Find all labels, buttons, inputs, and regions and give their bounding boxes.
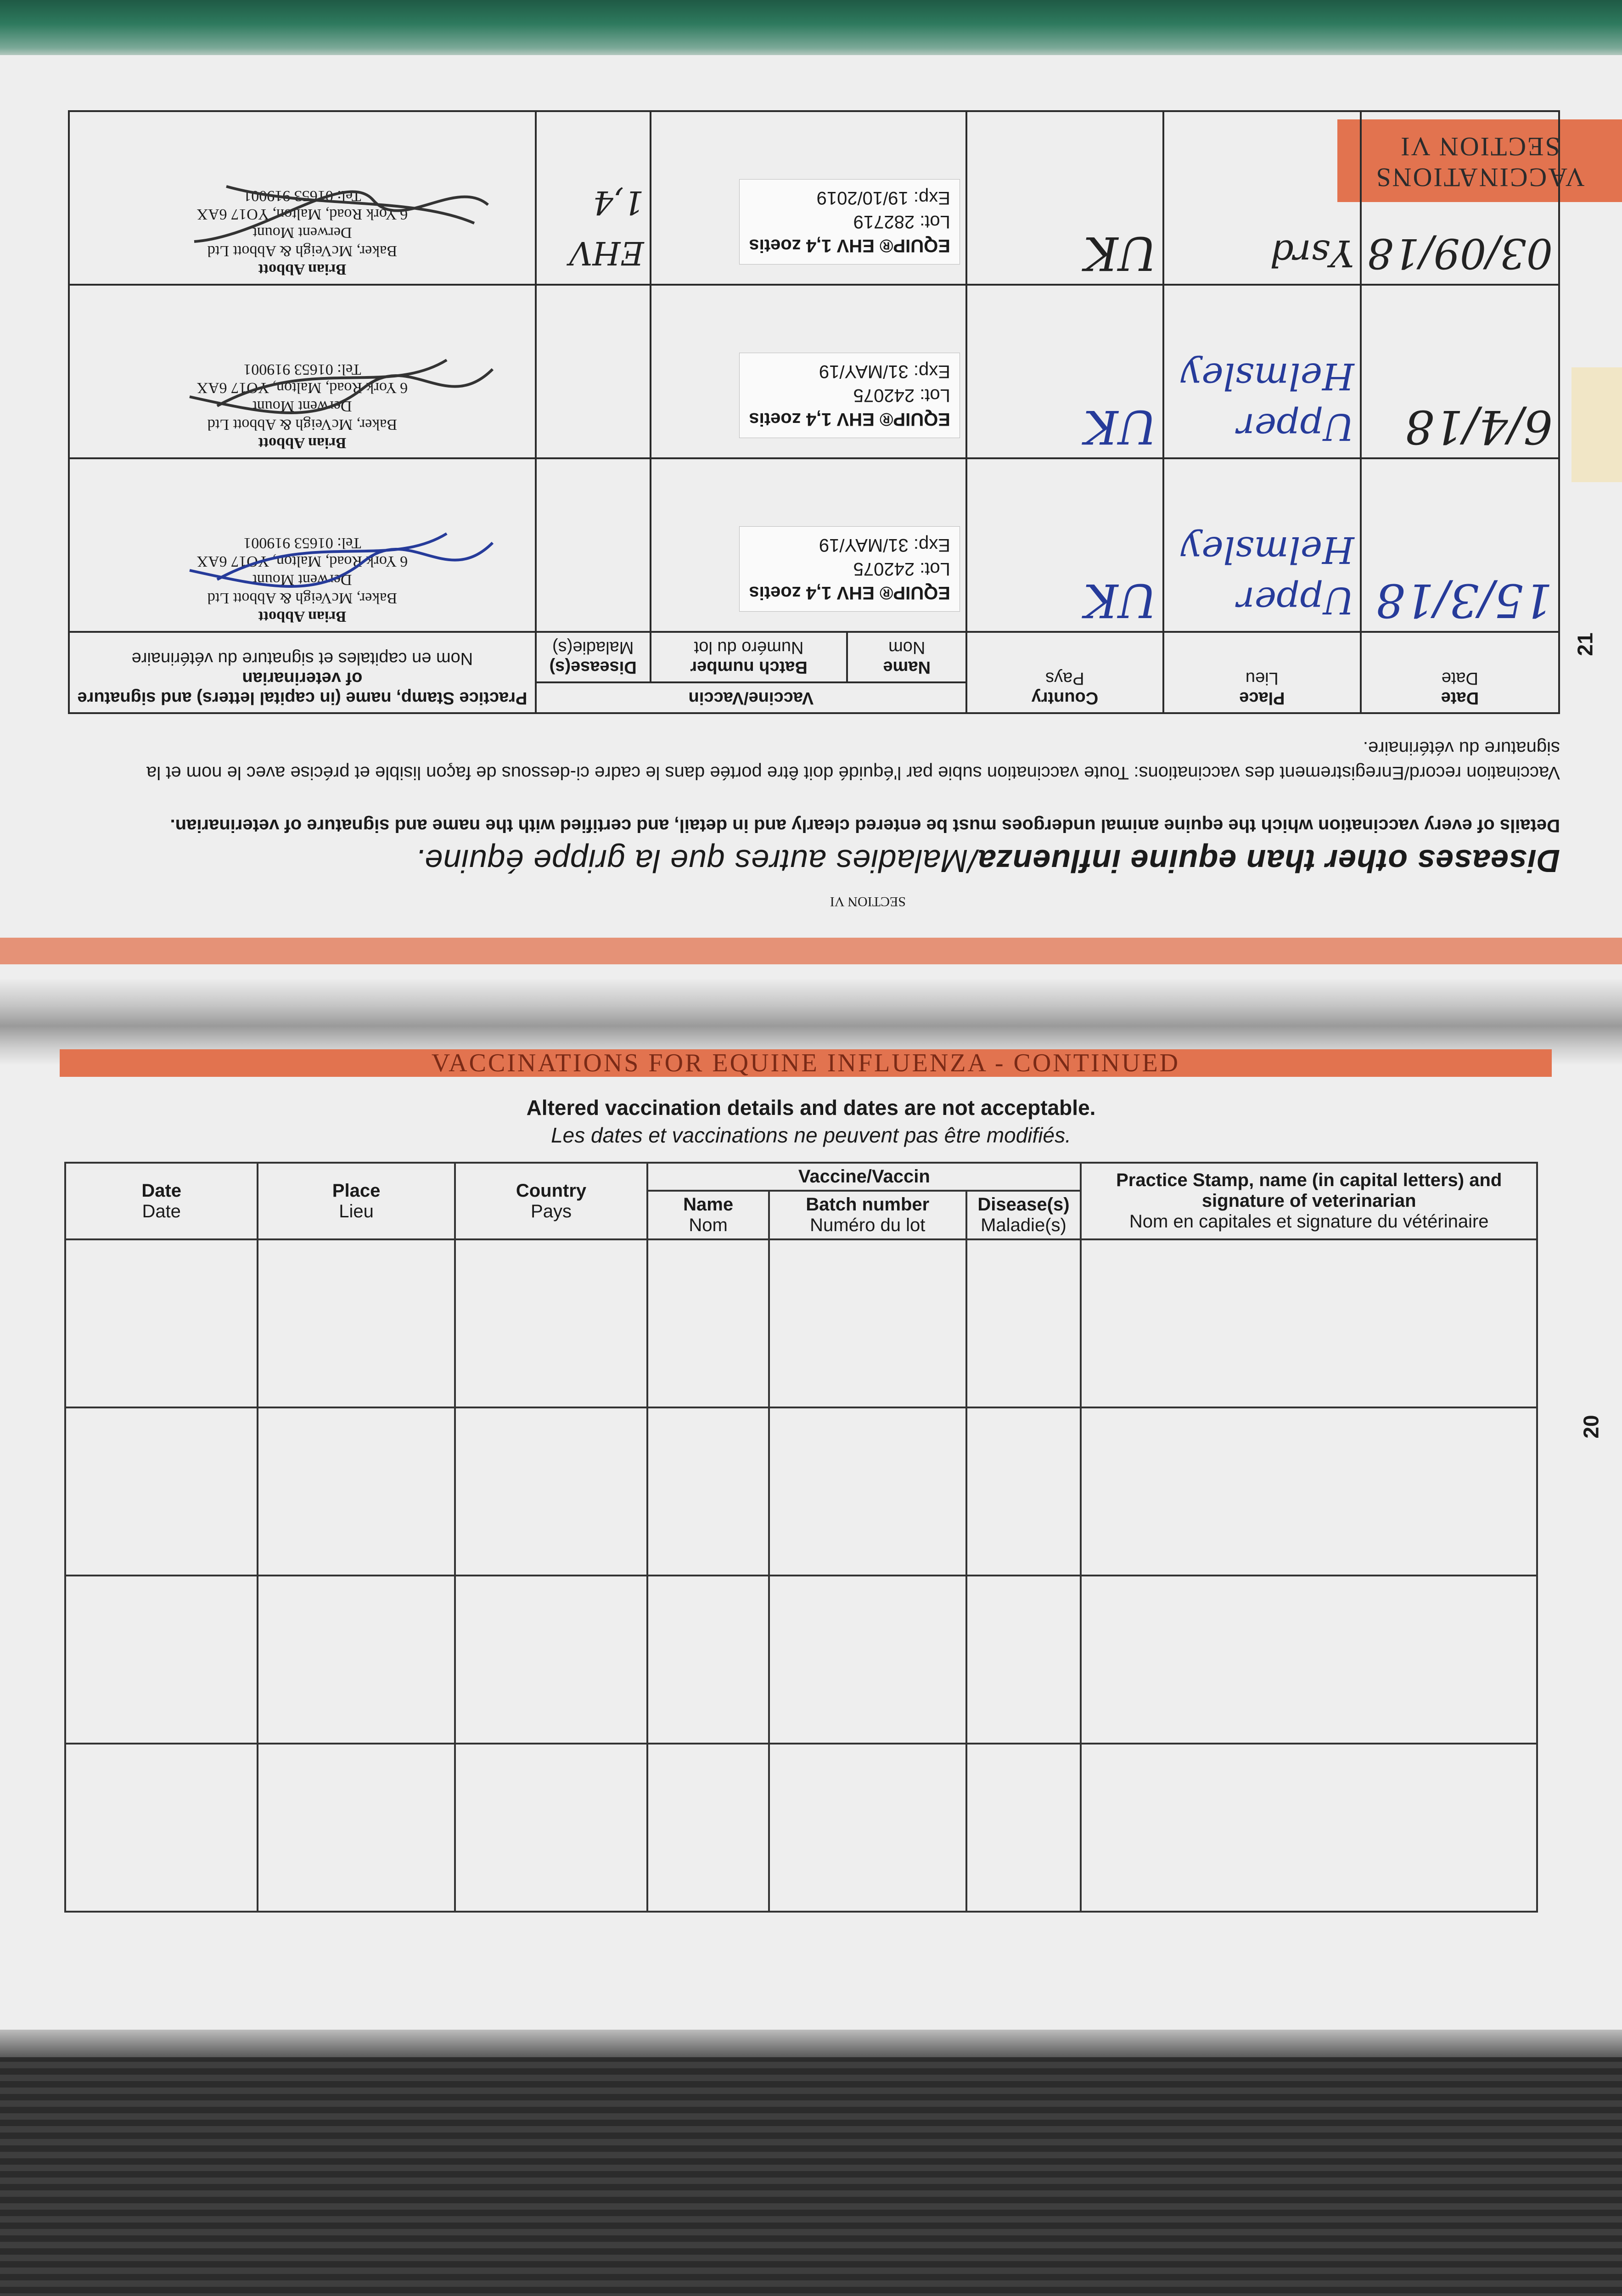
empty-cell[interactable] bbox=[647, 1576, 769, 1744]
cell-vaccine-sticker bbox=[651, 111, 966, 285]
handwritten-country: UK bbox=[1083, 574, 1157, 627]
table-header-row bbox=[65, 1163, 1537, 1191]
stamp-address-1: Derwent Mount bbox=[253, 571, 352, 588]
table-row bbox=[65, 1576, 1537, 1744]
header-stamp: Practice Stamp, name (in capital letters) and signature of veterinarian Nom en capitales et signature du vétérinaire bbox=[69, 632, 536, 713]
cell-disease bbox=[536, 458, 651, 632]
record-paragraph: Vaccination record/Enregistrement des vaccinations: Toute vaccination subie par l'équidé doit être portée dans le cadre ci-dessous de façon lisible et précise avec le nom et la signature du vétérinaire. bbox=[146, 738, 1560, 783]
stamp-phone: Tel: 01653 919001 bbox=[243, 187, 361, 204]
page-21 bbox=[0, 55, 1622, 978]
empty-cell[interactable] bbox=[966, 1576, 1081, 1744]
sticker-lot: Lot: 282719 bbox=[853, 212, 950, 232]
empty-cell[interactable] bbox=[1081, 1407, 1537, 1576]
page-number: 21 bbox=[1573, 632, 1597, 656]
empty-cell[interactable] bbox=[455, 1239, 648, 1407]
header-name: Name Nom bbox=[647, 1191, 769, 1239]
page-20-banner: VACCINATIONS FOR EQUINE INFLUENZA - CONTINUED bbox=[60, 1049, 1552, 1077]
page-21-banner bbox=[0, 938, 1622, 964]
heading-en: Diseases other than equine influenza bbox=[977, 843, 1560, 879]
cell-date bbox=[1361, 111, 1559, 285]
practice-stamp bbox=[75, 534, 529, 625]
details-paragraph: Details of every vaccination which the equine animal undergoes must be entered clearly and in detail, and certified with the name and signature of veterinarian. bbox=[170, 816, 1560, 836]
empty-cell[interactable] bbox=[1081, 1744, 1537, 1912]
cell-vaccine-sticker bbox=[651, 458, 966, 632]
practice-stamp bbox=[75, 186, 529, 278]
header-place: Place Lieu bbox=[1163, 632, 1361, 713]
header-batch: Batch number Numéro du lot bbox=[651, 632, 847, 682]
vaccine-sticker bbox=[739, 353, 960, 438]
vaccine-sticker bbox=[739, 526, 960, 612]
cell-country bbox=[966, 458, 1163, 632]
sticker-brand: EQUIP® EHV 1,4 zoetis bbox=[749, 583, 950, 603]
empty-cell[interactable] bbox=[769, 1744, 966, 1912]
header-name: Name Nom bbox=[847, 632, 966, 682]
header-vaccine: Vaccine/Vaccin bbox=[536, 682, 966, 713]
cell-place bbox=[1163, 285, 1361, 458]
cell-date bbox=[1361, 285, 1559, 458]
empty-cell[interactable] bbox=[65, 1239, 258, 1407]
handwritten-date: 03/09/18 bbox=[1367, 229, 1553, 277]
empty-cell[interactable] bbox=[455, 1576, 648, 1744]
section-tab-subtitle: SECTION VI bbox=[1399, 132, 1560, 162]
empty-cell[interactable] bbox=[1081, 1239, 1537, 1407]
vet-signature bbox=[180, 520, 502, 598]
table-row bbox=[65, 1407, 1537, 1576]
handwritten-date: 15/3/18 bbox=[1375, 574, 1553, 627]
empty-cell[interactable] bbox=[647, 1407, 769, 1576]
cell-stamp bbox=[69, 111, 536, 285]
empty-cell[interactable] bbox=[1081, 1576, 1537, 1744]
header-date: Date Date bbox=[65, 1163, 258, 1239]
stamp-address-1: Derwent Mount bbox=[253, 224, 352, 241]
handwritten-country: UK bbox=[1083, 226, 1157, 280]
table-row bbox=[65, 1239, 1537, 1407]
section-tab-title: VACCINATIONS bbox=[1375, 163, 1585, 192]
empty-cell[interactable] bbox=[769, 1239, 966, 1407]
stamp-address-1: Derwent Mount bbox=[253, 398, 352, 415]
vaccination-table-21 bbox=[68, 110, 1560, 714]
empty-cell[interactable] bbox=[65, 1744, 258, 1912]
stamp-address-2: 6 York Road, Malton, YO17 6AX bbox=[196, 206, 408, 223]
header-disease: Disease(s) Maladie(s) bbox=[966, 1191, 1081, 1239]
handwritten-disease: EHV 1,4 bbox=[569, 184, 644, 272]
sticker-brand: EQUIP® EHV 1,4 zoetis bbox=[749, 236, 950, 256]
empty-cell[interactable] bbox=[455, 1407, 648, 1576]
heading-fr: /Maladies autres que la grippe équine. bbox=[415, 843, 977, 879]
practice-stamp bbox=[75, 360, 529, 452]
empty-cell[interactable] bbox=[647, 1239, 769, 1407]
stamp-address-2: 6 York Road, Malton, YO17 6AX bbox=[196, 379, 408, 396]
stamp-practice: Baker, McVeigh & Abbott Ltd bbox=[207, 242, 397, 259]
section-label: SECTION VI bbox=[830, 894, 906, 909]
cell-stamp bbox=[69, 458, 536, 632]
table-row bbox=[65, 1744, 1537, 1912]
empty-cell[interactable] bbox=[65, 1576, 258, 1744]
page-heading bbox=[415, 843, 1560, 879]
stamp-vet-name: Brian Abbott bbox=[258, 261, 347, 278]
sticker-exp: Exp: 31/MAY/19 bbox=[819, 361, 950, 382]
sticker-brand: EQUIP® EHV 1,4 zoetis bbox=[749, 409, 950, 429]
vet-signature bbox=[180, 346, 502, 424]
empty-cell[interactable] bbox=[258, 1576, 455, 1744]
cell-place bbox=[1163, 111, 1361, 285]
handwritten-place: Upper Helmsley bbox=[1181, 529, 1354, 622]
stamp-practice: Baker, McVeigh & Abbott Ltd bbox=[207, 590, 397, 607]
empty-cell[interactable] bbox=[966, 1239, 1081, 1407]
table-header-row bbox=[69, 682, 1559, 713]
handwritten-place: Upper Helmsley bbox=[1181, 355, 1354, 448]
sticker-exp: Exp: 31/MAY/19 bbox=[819, 535, 950, 555]
book-cover-top bbox=[0, 0, 1622, 60]
book-cover-bottom bbox=[0, 2030, 1622, 2296]
vet-signature bbox=[180, 173, 502, 251]
cell-country bbox=[966, 111, 1163, 285]
empty-cell[interactable] bbox=[966, 1744, 1081, 1912]
stamp-phone: Tel: 01653 919001 bbox=[243, 361, 361, 378]
empty-cell[interactable] bbox=[769, 1576, 966, 1744]
vaccination-table-20 bbox=[64, 1162, 1538, 1913]
handwritten-country: UK bbox=[1083, 400, 1157, 454]
page-number: 20 bbox=[1579, 1415, 1603, 1439]
header-date: Date Date bbox=[1361, 632, 1559, 713]
header-country: Country Pays bbox=[966, 632, 1163, 713]
handwritten-place: Ysrd bbox=[1270, 232, 1354, 275]
stamp-practice: Baker, McVeigh & Abbott Ltd bbox=[207, 416, 397, 433]
table-row bbox=[69, 458, 1559, 632]
sticker-exp: Exp: 19/10/2019 bbox=[816, 188, 950, 208]
empty-cell[interactable] bbox=[455, 1744, 648, 1912]
cell-date bbox=[1361, 458, 1559, 632]
header-disease: Disease(s) Maladie(s) bbox=[536, 632, 651, 682]
header-stamp: Practice Stamp, name (in capital letters) and signature of veterinarian Nom en capitales et signature du vétérinaire bbox=[1081, 1163, 1537, 1239]
cell-disease bbox=[536, 111, 651, 285]
header-vaccine: Vaccine/Vaccin bbox=[647, 1163, 1081, 1191]
handwritten-date: 6/4/18 bbox=[1405, 400, 1553, 454]
stamp-vet-name: Brian Abbott bbox=[258, 434, 347, 451]
header-place: Place Lieu bbox=[258, 1163, 455, 1239]
empty-cell[interactable] bbox=[769, 1407, 966, 1576]
empty-cell[interactable] bbox=[258, 1239, 455, 1407]
empty-cell[interactable] bbox=[65, 1407, 258, 1576]
cell-vaccine-sticker bbox=[651, 285, 966, 458]
vaccine-sticker bbox=[739, 179, 960, 264]
header-batch: Batch number Numéro du lot bbox=[769, 1191, 966, 1239]
cell-disease bbox=[536, 285, 651, 458]
stamp-address-2: 6 York Road, Malton, YO17 6AX bbox=[196, 553, 408, 570]
cell-country bbox=[966, 285, 1163, 458]
table-row bbox=[69, 111, 1559, 285]
header-country: Country Pays bbox=[455, 1163, 648, 1239]
sticker-lot: Lot: 242075 bbox=[853, 385, 950, 405]
stamp-vet-name: Brian Abbott bbox=[258, 608, 347, 625]
cell-stamp bbox=[69, 285, 536, 458]
notice-bold: Altered vaccination details and dates are not acceptable. bbox=[526, 1096, 1096, 1120]
empty-cell[interactable] bbox=[258, 1407, 455, 1576]
empty-cell[interactable] bbox=[647, 1744, 769, 1912]
stamp-phone: Tel: 01653 919001 bbox=[243, 535, 361, 551]
table-row bbox=[69, 285, 1559, 458]
sticker-lot: Lot: 242075 bbox=[853, 559, 950, 579]
empty-cell[interactable] bbox=[966, 1407, 1081, 1576]
cell-place bbox=[1163, 458, 1361, 632]
empty-cell[interactable] bbox=[258, 1744, 455, 1912]
notice-italic: Les dates et vaccinations ne peuvent pas être modifiés. bbox=[551, 1123, 1071, 1147]
